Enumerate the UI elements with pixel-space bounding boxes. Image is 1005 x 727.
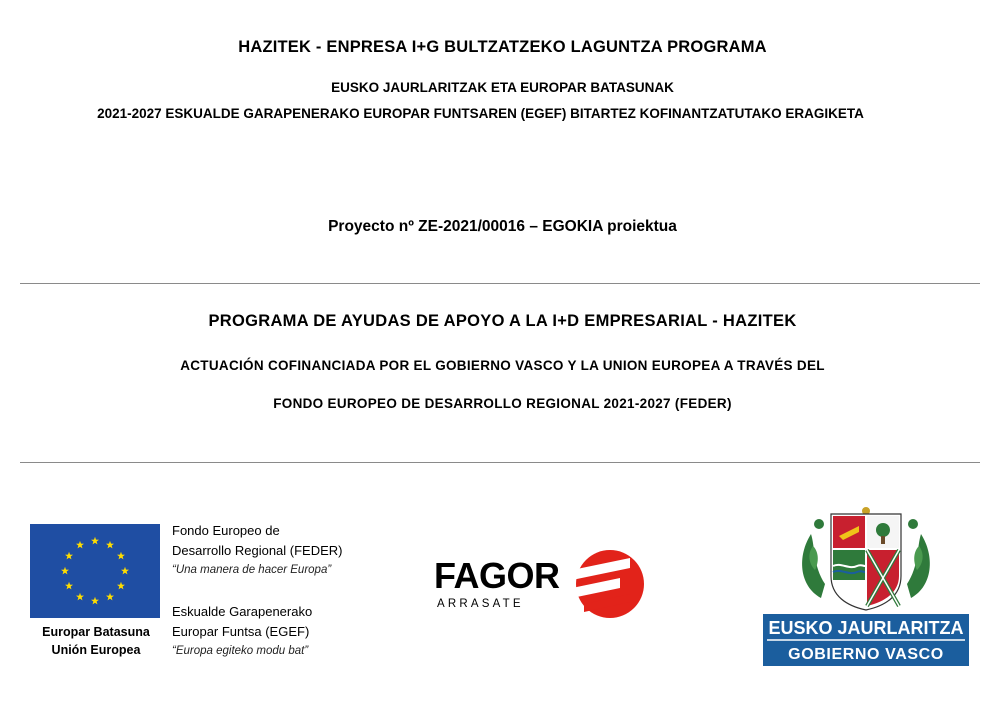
eu-caption-spanish: Unión Europea bbox=[51, 643, 141, 657]
coat-of-arms-icon bbox=[831, 514, 901, 610]
title-basque: HAZITEK - ENPRESA I+G BULTZATZEKO LAGUNTZA PROGRAMA bbox=[238, 38, 767, 56]
divider-bottom bbox=[20, 462, 980, 463]
project-number: Proyecto nº ZE-2021/00016 – EGOKIA proiektua bbox=[328, 218, 677, 235]
title-spanish: PROGRAMA DE AYUDAS DE APOYO A LA I+D EMPRESARIAL - HAZITEK bbox=[208, 312, 797, 330]
fund-es-line1: Fondo Europeo de bbox=[172, 523, 280, 538]
motto-es: “Una manera de hacer Europa” bbox=[172, 564, 332, 576]
eu-caption-basque: Europar Batasuna bbox=[42, 625, 150, 639]
subtitle-basque-1: EUSKO JAURLARITZAK ETA EUROPAR BATASUNAK bbox=[331, 80, 674, 95]
subtitle-spanish-1: ACTUACIÓN COFINANCIADA POR EL GOBIERNO VASCO Y LA UNION EUROPEA A TRAVÉS DEL bbox=[180, 358, 825, 373]
fagor-name: FAGOR bbox=[434, 555, 560, 596]
divider-top bbox=[20, 283, 980, 284]
subtitle-basque-2: 2021-2027 ESKUALDE GARAPENERAKO EUROPAR FUNTSAREN (EGEF) BITARTEZ KOFINANTZATUTAKO ERAGIKETA bbox=[97, 106, 864, 121]
basque-government-logo bbox=[763, 506, 969, 666]
fund-es-line2: Desarrollo Regional (FEDER) bbox=[172, 543, 343, 558]
subtitle-spanish-2: FONDO EUROPEO DE DESARROLLO REGIONAL 2021-2027 (FEDER) bbox=[273, 396, 732, 411]
motto-eu: “Europa egiteko modu bat” bbox=[172, 645, 309, 657]
eu-flag-icon bbox=[30, 524, 160, 618]
fund-eu-line1: Eskualde Garapenerako bbox=[172, 604, 313, 619]
gv-name-basque: EUSKO JAURLARITZA bbox=[768, 618, 964, 638]
fagor-sub: ARRASATE bbox=[437, 598, 524, 610]
fagor-logo bbox=[434, 548, 648, 620]
fund-eu-line2: Europar Funtsa (EGEF) bbox=[172, 624, 310, 639]
gv-name-spanish: GOBIERNO VASCO bbox=[788, 646, 944, 663]
